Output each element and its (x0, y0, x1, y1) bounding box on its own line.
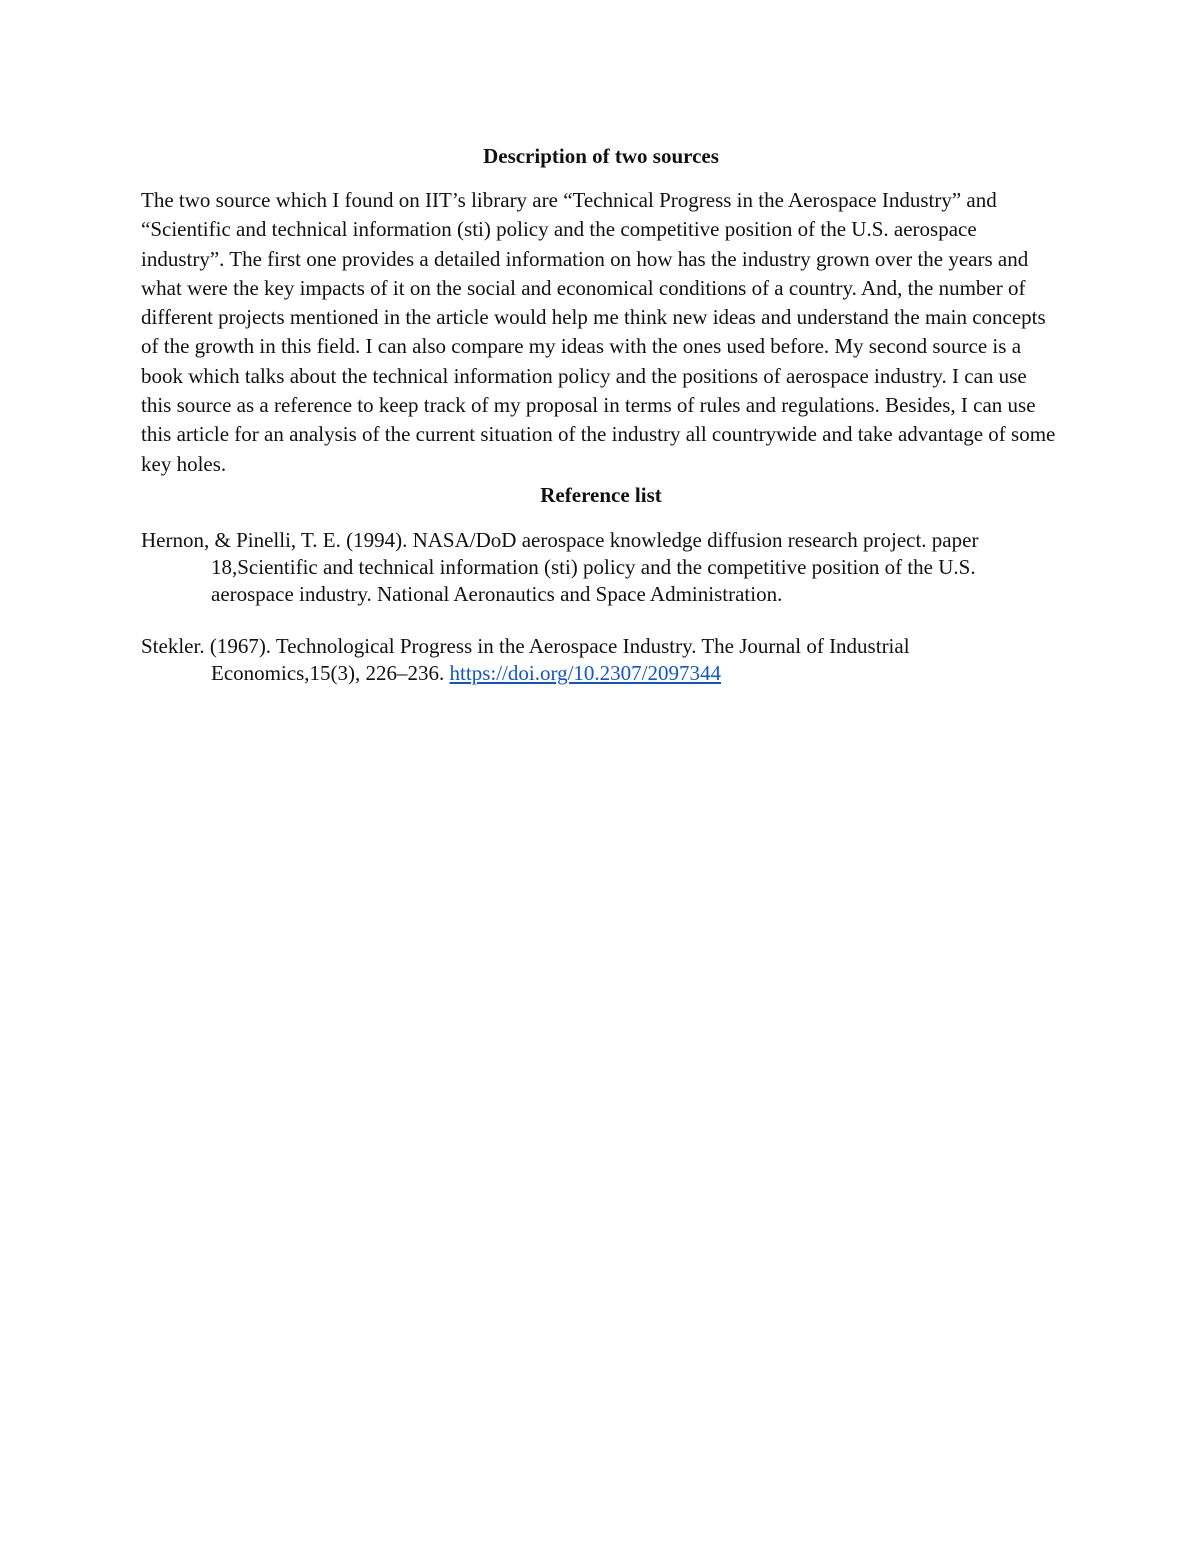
reference-text: Stekler. (1967). Technological Progress in the Aerospace Industry. The Journal of Industrial Economics,15(3), 226–236. (141, 633, 910, 685)
reference-text: Hernon, & Pinelli, T. E. (1994). NASA/DoD aerospace knowledge diffusion research project. paper 18,Scientific and technical information (sti) policy and the competitive position of the U.S. aerospace industry. National Aeronautics and Space Administration. (141, 527, 979, 606)
description-heading: Description of two sources (483, 144, 719, 168)
reference-item-stekler (141, 633, 1061, 687)
reference-item-hernon (141, 527, 1061, 608)
document-content (141, 140, 1061, 712)
doi-link[interactable]: https://doi.org/10.2307/2097344 (449, 660, 722, 685)
reference-list-heading: Reference list (540, 482, 662, 507)
description-paragraph: The two source which I found on IIT’s library are “Technical Progress in the Aerospace Industry” and “Scientific and technical information (sti) policy and the competitive position of the U.S. aerospace industry”. The first one provides a detailed information on how has the industry grown over the years and what were the key impacts of it on the social and economical conditions of a country. And, the number of different projects mentioned in the article would help me think new ideas and understand the main concepts of the growth in this field. I can also compare my ideas with the ones used before. My second source is a book which talks about the technical information policy and the positions of aerospace industry. I can use this source as a reference to keep track of my proposal in terms of rules and regulations. Besides, I can use this article for an analysis of the current situation of the industry all countrywide and take advantage of some key holes. (141, 188, 1056, 476)
reference-list (141, 527, 1061, 687)
